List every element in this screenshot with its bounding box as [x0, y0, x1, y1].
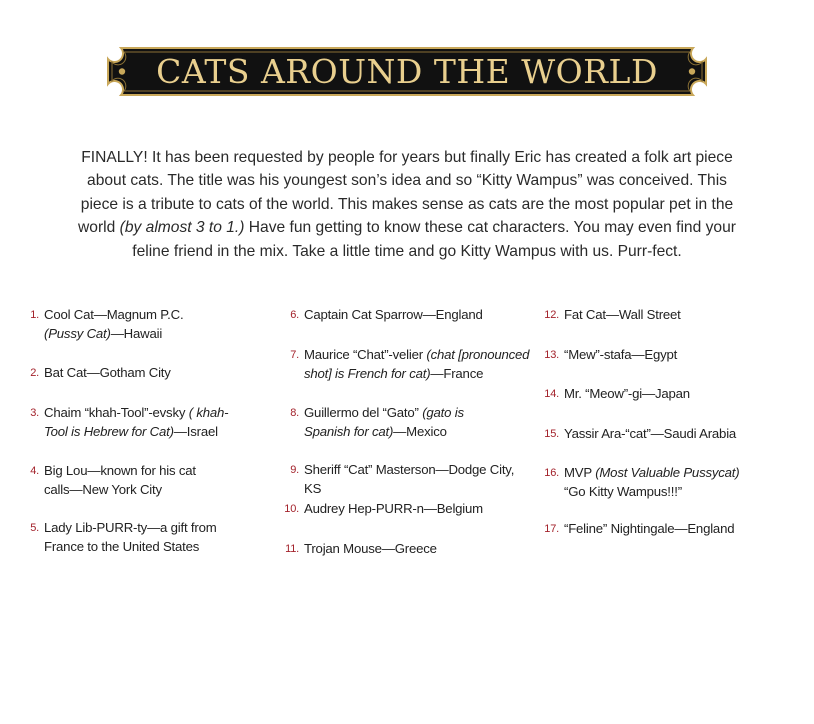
item-text [564, 346, 677, 365]
item-text-segment: Yassir Ara-“cat”—Saudi Arabia [564, 426, 737, 441]
item-text [44, 404, 228, 441]
item-text-segment: Fat Cat—Wall Street [564, 307, 681, 322]
intro-text-2: Have fun getting to know these cat characters. You may even find your feline friend in the mix. Take a little time and go Kitty Wampus with us. Purr-fect. [132, 219, 736, 260]
item-text-segment: —Hawaii [110, 325, 163, 341]
item-text-segment: Bat Cat—Gotham City [44, 365, 171, 380]
item-text [44, 306, 183, 343]
intro-paragraph [70, 146, 744, 263]
item-text-segment: —France [430, 365, 484, 381]
item-text [304, 500, 483, 519]
item-number: 12. [544, 309, 559, 321]
list-item [20, 404, 228, 441]
item-text-segment: Sheriff “Cat” Masterson—Dodge City, KS [304, 462, 515, 496]
item-text-segment: calls—New York City [44, 481, 162, 497]
item-text [564, 306, 681, 325]
item-text-italic: (chat [pronounced [426, 347, 530, 362]
list-item [540, 385, 690, 404]
item-text-segment: Audrey Hep-PURR-n—Belgium [304, 501, 483, 516]
list-item [20, 306, 183, 343]
item-text-segment: Big Lou—known for his cat [44, 463, 196, 478]
list-item [20, 364, 171, 383]
item-text-segment: Chaim “khah-Tool”-evsky [44, 405, 189, 420]
page-title: CATS AROUND THE WORLD [156, 52, 658, 91]
item-text-italic: (Most Valuable Pussycat) [595, 465, 740, 480]
item-text [304, 306, 483, 325]
list-item [20, 519, 216, 556]
item-text [304, 346, 529, 383]
item-text [304, 404, 464, 441]
title-banner [107, 47, 707, 96]
list-item [280, 306, 483, 325]
item-number: 2. [30, 367, 39, 379]
item-text-segment: “Feline” Nightingale—England [564, 521, 735, 536]
list-item [540, 464, 739, 501]
item-text-segment: Cool Cat—Magnum P.C. [44, 307, 184, 322]
item-text-italic: Spanish for cat) [304, 423, 394, 439]
item-text [564, 385, 690, 404]
item-text-italic: ( khah- [188, 405, 229, 420]
item-text [564, 425, 736, 444]
item-text-segment: Guillermo del “Gato” [304, 405, 423, 420]
list-item [20, 462, 196, 499]
item-text-segment: Captain Cat Sparrow—England [304, 307, 483, 322]
item-text [564, 464, 739, 501]
list-item [540, 425, 736, 444]
item-number: 14. [544, 388, 559, 400]
item-number: 16. [544, 467, 559, 479]
item-text-italic: (gato is [422, 405, 464, 420]
item-text [304, 540, 437, 559]
item-number: 11. [285, 543, 299, 555]
item-number: 10. [284, 503, 299, 515]
item-text-segment: Maurice “Chat”-velier [304, 347, 427, 362]
list-item [280, 461, 530, 498]
item-text-segment: “Mew”-stafa—Egypt [564, 347, 678, 362]
item-text-segment: Lady Lib-PURR-ty—a gift from [44, 520, 217, 535]
item-text [304, 461, 530, 498]
item-number: 7. [290, 349, 299, 361]
item-number: 13. [544, 349, 559, 361]
item-text-segment: MVP [564, 465, 596, 480]
item-number: 9. [290, 464, 299, 476]
list-item [540, 306, 681, 325]
item-number: 1. [30, 309, 39, 321]
item-text-segment: —Mexico [393, 423, 447, 439]
item-number: 8. [290, 407, 299, 419]
item-text-segment: Trojan Mouse—Greece [304, 541, 437, 556]
item-number: 4. [30, 465, 39, 477]
item-text-segment: France to the United States [44, 538, 200, 554]
item-number: 17. [544, 523, 559, 535]
item-text [44, 462, 196, 499]
list-item [280, 540, 437, 559]
item-text-italic: Tool is Hebrew for Cat) [44, 423, 174, 439]
item-text-segment: —Israel [173, 423, 218, 439]
item-number: 3. [30, 407, 39, 419]
item-text-segment: “Go Kitty Wampus!!!” [564, 483, 682, 499]
list-item [280, 500, 483, 519]
list-item [280, 404, 464, 441]
item-number: 5. [30, 522, 39, 534]
list-item [540, 520, 734, 539]
list-item [280, 346, 529, 383]
item-number: 6. [290, 309, 299, 321]
item-text [44, 364, 171, 383]
list-item [540, 346, 677, 365]
intro-italic: (by almost 3 to 1.) [119, 219, 245, 237]
item-text [44, 519, 216, 556]
item-number: 15. [544, 428, 559, 440]
item-text [564, 520, 734, 539]
item-text-segment: Mr. “Meow”-gi—Japan [564, 386, 690, 401]
item-text-italic: shot] is French for cat) [304, 365, 431, 381]
item-text-italic: (Pussy Cat) [44, 325, 111, 341]
intro-text-1: FINALLY! It has been requested by people for years but finally Eric has created a folk art piece about cats. The title was his youngest son’s idea and so “Kitty Wampus” was conceived. This piece is a tribute to cats of the world. This makes sense as cats are the most popular pet in the world [78, 149, 734, 237]
